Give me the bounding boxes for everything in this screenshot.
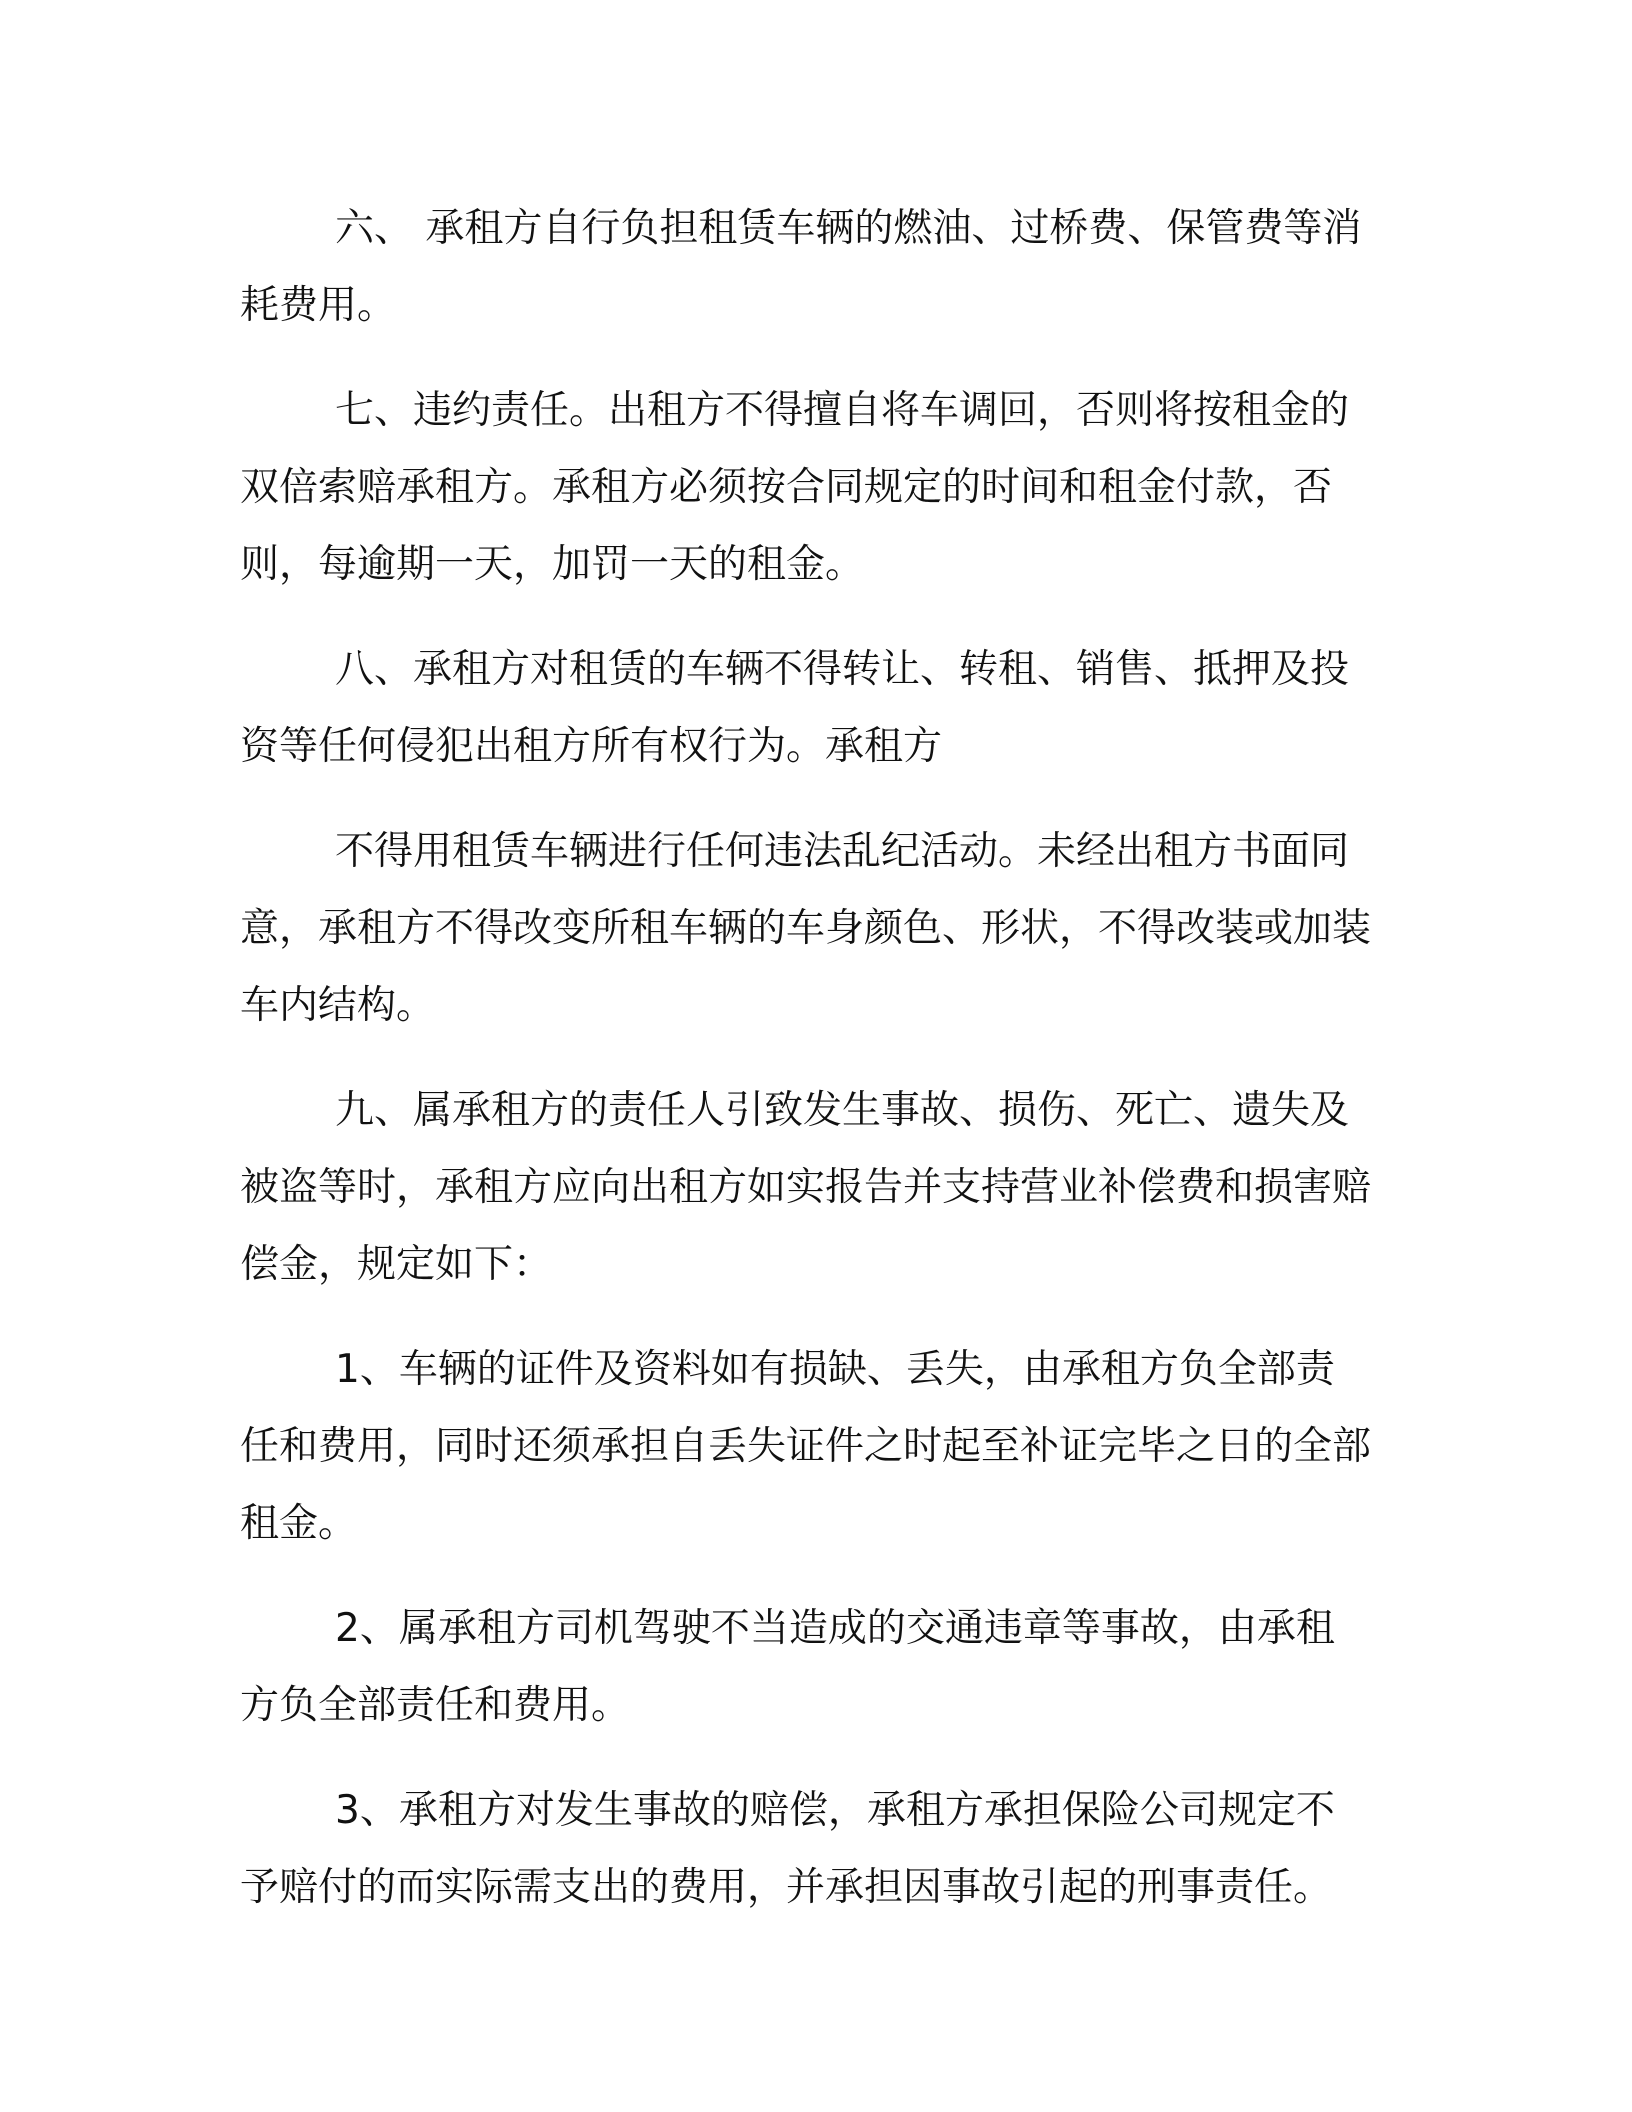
paragraph-clause-1: 1、车辆的证件及资料如有损缺、丢失，由承租方负全部责任和费用，同时还须承担自丢失证件之时起至补证完毕之日的全部租金。 bbox=[240, 1347, 1372, 1546]
paragraph-article-7: 七、违约责任。出租方不得擅自将车调回，否则将按租金的双倍索赔承租方。承租方必须按合同规定的时间和租金付款，否则，每逾期一天，加罚一天的租金。 bbox=[240, 388, 1350, 587]
paragraph-clause-3: 3、承租方对发生事故的赔偿，承租方承担保险公司规定不予赔付的而实际需支出的费用，并承担因事故引起的刑事责任。 bbox=[240, 1788, 1335, 1910]
paragraph-article-8: 八、承租方对租赁的车辆不得转让、转租、销售、抵押及投资等任何侵犯出租方所有权行为。承租方 bbox=[240, 647, 1350, 769]
paragraph-article-8-continued: 不得用租赁车辆进行任何违法乱纪活动。未经出租方书面同意，承租方不得改变所租车辆的车身颜色、形状，不得改装或加装车内结构。 bbox=[240, 829, 1372, 1028]
paragraph-article-6: 六、 承租方自行负担租赁车辆的燃油、过桥费、保管费等消耗费用。 bbox=[240, 206, 1362, 328]
paragraph-article-9: 九、属承租方的责任人引致发生事故、损伤、死亡、遗失及被盗等时，承租方应向出租方如实报告并支持营业补偿费和损害赔偿金，规定如下： bbox=[240, 1088, 1372, 1287]
paragraph-clause-2: 2、属承租方司机驾驶不当造成的交通违章等事故，由承租方负全部责任和费用。 bbox=[240, 1606, 1335, 1728]
